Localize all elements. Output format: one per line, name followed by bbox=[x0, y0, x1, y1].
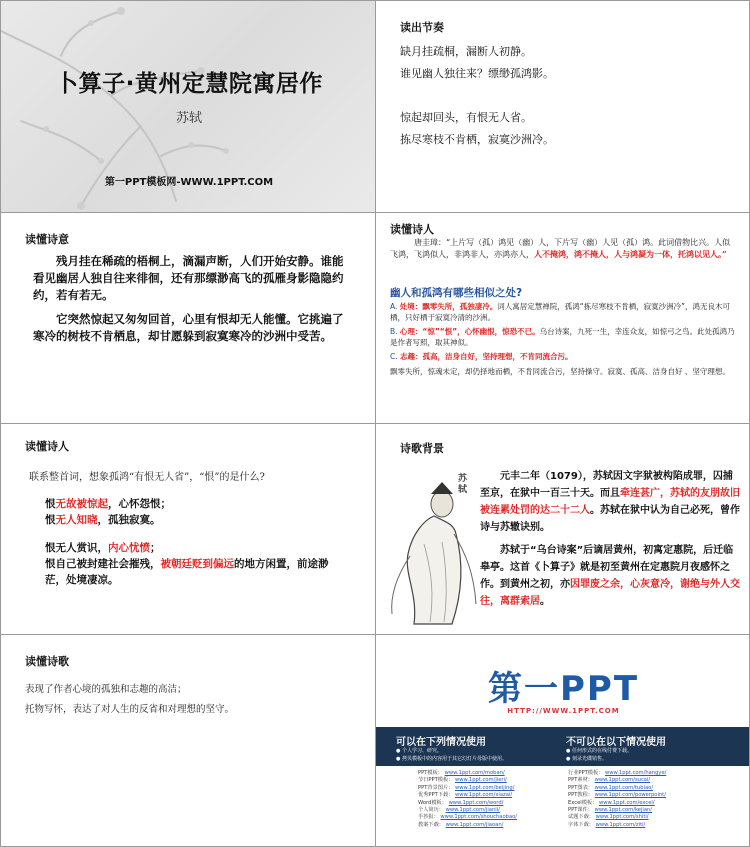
link-url[interactable]: www.1ppt.com/shiti/ bbox=[595, 814, 649, 821]
link-url[interactable]: www.1ppt.com/powerpoint/ bbox=[594, 792, 666, 799]
answer-highlight: 被朝廷贬到偏远 bbox=[160, 558, 234, 570]
resource-link-row[interactable] bbox=[568, 822, 666, 829]
paragraph-text: 元丰二年（1079），苏轼因文字狱被构陷成罪，囚捕至京，在狱中一百三十天。而且 bbox=[480, 471, 733, 499]
link-url[interactable]: www.1ppt.com/sucai/ bbox=[594, 777, 651, 784]
link-url[interactable]: www.1ppt.com/hangye/ bbox=[605, 770, 667, 776]
allowed-use-title: 可以在下列情况使用 bbox=[396, 737, 486, 748]
author-name: 苏轼 bbox=[175, 111, 202, 126]
item-text: 乌台诗案，九死一生，幸连众友，如惊弓之鸟。此处孤鸿乃是作者写照，取其神似。 bbox=[390, 327, 735, 347]
item-highlight: 处境：飘零失所，孤独凄冷。 bbox=[399, 302, 498, 311]
answer-suffix: ，孤独寂寞。 bbox=[97, 514, 161, 526]
poem-line: 缺月挂疏桐，漏断人初静。 bbox=[400, 45, 532, 58]
answer-highlight: 无故被惊起 bbox=[55, 498, 108, 510]
critic-quote bbox=[390, 237, 738, 260]
answer-prefix: 恨自己被封建社会摧残， bbox=[45, 558, 161, 570]
answer-prefix: 恨 bbox=[45, 498, 56, 510]
slide-poet-analysis bbox=[375, 212, 750, 424]
link-url[interactable]: www.1ppt.com/jiaoan/ bbox=[445, 821, 504, 828]
link-label: PPT模板： bbox=[418, 770, 443, 776]
link-label: PPT素材： bbox=[568, 777, 593, 784]
forbidden-use-text: 刻录光碟销售。 bbox=[571, 756, 607, 762]
answer-line bbox=[45, 512, 161, 528]
answer-line bbox=[45, 540, 161, 556]
link-url[interactable]: www.1ppt.com/ziti/ bbox=[595, 821, 646, 828]
similarity-b bbox=[390, 326, 738, 348]
answer-prefix: 恨 bbox=[45, 514, 56, 526]
theme-line: 表现了作者心境的孤独和志趣的高洁； bbox=[25, 684, 187, 695]
similarity-a bbox=[390, 301, 738, 323]
resource-link-row[interactable] bbox=[568, 792, 666, 799]
link-label: 手抄报： bbox=[418, 814, 439, 821]
poem-line: 谁见幽人独往来？缥缈孤鸿影。 bbox=[400, 67, 554, 80]
resource-link-row[interactable] bbox=[568, 800, 666, 807]
forbidden-use-item: ● 刻录光碟销售。 bbox=[566, 756, 607, 762]
slide-license bbox=[375, 634, 750, 847]
background-paragraph bbox=[480, 468, 740, 536]
item-label: A. bbox=[390, 302, 398, 311]
paraphrase-paragraph: 它突然惊起又匆匆回首，心里有恨却无人能懂。它挑遍了寒冷的树枝不肯栖息，却甘愿躲到寂寞寒冷的沙洲中受苦。 bbox=[33, 312, 344, 343]
theme-line: 托物写怀，表达了对人生的反省和对理想的坚守。 bbox=[25, 704, 235, 715]
resource-link-row[interactable] bbox=[418, 777, 517, 784]
slide-rhythm bbox=[375, 0, 750, 213]
question-text: 幽人和孤鸿有哪些相似之处? bbox=[390, 287, 523, 299]
link-url[interactable]: www.1ppt.com/excel/ bbox=[598, 799, 655, 806]
item-text: 词人寓居定慧禅院，孤鸿“拣尽寒枝不肯栖，寂寞沙洲冷”，鸿无良木可栖，只好栖于寂寞冷清的沙洲。 bbox=[390, 302, 731, 322]
link-label: PPT图表： bbox=[568, 784, 593, 791]
link-label: 节日PPT模板： bbox=[418, 777, 454, 784]
slide-title bbox=[0, 0, 376, 213]
link-url[interactable]: www.1ppt.com/kejian/ bbox=[594, 807, 653, 814]
section-heading: 读懂诗人 bbox=[390, 223, 434, 236]
link-url[interactable]: www.1ppt.com/jieri/ bbox=[455, 777, 507, 784]
item-highlight: 志趣：孤高，洁身自好，坚持理想，不肯同流合污。 bbox=[400, 352, 573, 361]
answer-suffix: 的地方闲置，前途渺茫，处境凄凉。 bbox=[45, 558, 329, 586]
section-heading: 读出节奏 bbox=[400, 21, 444, 34]
answer-suffix: ； bbox=[150, 542, 161, 554]
link-label: PPT课件： bbox=[568, 807, 593, 814]
poem-line: 惊起却回头，有恨无人省。 bbox=[400, 111, 532, 124]
section-heading: 读懂诗人 bbox=[25, 440, 69, 453]
answer-line bbox=[45, 496, 171, 512]
answer-suffix: ，心怀怨恨； bbox=[108, 498, 171, 510]
link-label: Excel模板： bbox=[568, 799, 598, 806]
paragraph-text: 苏轼于“乌台诗案”后谪居黄州，初寓定惠院，后迁临皋亭。这首《卜算子》就是初至黄州在定惠院月夜感怀之作。到黄州之初，亦 bbox=[480, 545, 734, 590]
link-label: 字体下载： bbox=[568, 821, 594, 828]
allowed-use-text: 个人学习、研究。 bbox=[401, 748, 442, 754]
brand-url[interactable]: HTTP://WWW.1PPT.COM bbox=[507, 707, 620, 715]
slide-theme bbox=[0, 634, 376, 847]
item-highlight: 心理：“惊”“恨”，心怀幽恨，惊恐不已。 bbox=[399, 327, 540, 336]
forbidden-use-item: ● 任何形式的在线付费下载。 bbox=[566, 748, 632, 754]
link-label: PPT背景图片： bbox=[418, 784, 454, 791]
similarity-c bbox=[390, 351, 738, 362]
resource-link-row[interactable] bbox=[568, 814, 666, 821]
paragraph-text: 。苏轼在狱中认为自己必死，曾作诗与苏辙诀别。 bbox=[480, 505, 740, 533]
link-url[interactable]: www.1ppt.com/shouchaobao/ bbox=[440, 814, 518, 821]
item-label: C. bbox=[390, 352, 398, 361]
allowed-use-text: 拷贝模板中的内容用于其它幻灯片母版中使用。 bbox=[401, 756, 507, 762]
paragraph-highlight: 因罪废之余，心灰意冷，谢绝与外人交往，离群索居 bbox=[480, 579, 740, 607]
slide-regret bbox=[0, 423, 376, 635]
link-label: Word模板： bbox=[418, 799, 447, 806]
right-link-list bbox=[568, 770, 666, 829]
poem-line: 拣尽寒枝不肯栖，寂寞沙洲冷。 bbox=[400, 133, 554, 146]
link-url[interactable]: www.1ppt.com/moban/ bbox=[444, 770, 505, 776]
question-text: 联系整首词，想象孤鸿“有恨无人省”，“恨”的是什么? bbox=[29, 472, 265, 483]
paragraph-highlight: 牵连甚广，苏轼的友朋故旧被连累处罚的达二十二人 bbox=[480, 488, 740, 516]
answer-prefix: 恨无人赏识， bbox=[45, 542, 108, 554]
portrait-seal-label: 苏轼 bbox=[458, 474, 468, 495]
item-label: B. bbox=[390, 327, 398, 336]
link-url[interactable]: www.1ppt.com/xiazai/ bbox=[455, 792, 513, 799]
answer-line bbox=[45, 556, 345, 588]
link-label: 行业PPT模板： bbox=[568, 770, 604, 776]
link-label: PPT教程： bbox=[568, 792, 593, 799]
allowed-use-item: ● 个人学习、研究。 bbox=[396, 748, 442, 754]
link-label: 教案下载： bbox=[418, 821, 444, 828]
left-link-list bbox=[418, 770, 517, 829]
site-credit: 第一PPT模板网-WWW.1PPT.COM bbox=[104, 177, 274, 188]
forbidden-use-text: 任何形式的在线付费下载。 bbox=[571, 748, 632, 754]
link-url[interactable]: www.1ppt.com/word/ bbox=[448, 799, 504, 806]
answer-highlight: 无人知晓 bbox=[55, 514, 98, 526]
quote-highlight: 人不掩鸿，鸿不掩人，人与鸿凝为一体，托鸿以见人。” bbox=[534, 248, 727, 259]
link-url[interactable]: www.1ppt.com/jianli/ bbox=[445, 807, 500, 814]
resource-link-row[interactable] bbox=[568, 777, 666, 784]
resource-link-row[interactable] bbox=[418, 800, 517, 807]
link-label: 试题下载： bbox=[568, 814, 594, 821]
section-heading: 读懂诗意 bbox=[25, 233, 69, 246]
slide-meaning bbox=[0, 212, 376, 424]
resource-links bbox=[376, 766, 750, 847]
allowed-use-item: ● 拷贝模板中的内容用于其它幻灯片母版中使用。 bbox=[396, 756, 507, 762]
link-url[interactable]: www.1ppt.com/beijing/ bbox=[455, 784, 515, 791]
forbidden-use-title: 不可以在以下情况使用 bbox=[566, 737, 666, 748]
link-label: 优秀PPT下载： bbox=[418, 792, 454, 799]
resource-link-row[interactable] bbox=[418, 792, 517, 799]
summary-text: 飘零失所，惊魂未定，却仍择地而栖，不肯同流合污，坚持操守。寂寞、孤高、洁身自好 、坚守理想。 bbox=[390, 367, 730, 376]
resource-link-row[interactable] bbox=[418, 822, 517, 829]
slide-background bbox=[375, 423, 750, 635]
resource-link-row[interactable] bbox=[418, 814, 517, 821]
link-url[interactable]: www.1ppt.com/tubiao/ bbox=[594, 784, 654, 791]
page-title: 卜算子·黄州定慧院寓居作 bbox=[55, 71, 323, 97]
background-paragraph bbox=[480, 542, 740, 610]
section-heading: 诗歌背景 bbox=[400, 442, 444, 455]
paraphrase-paragraph: 残月挂在稀疏的梧桐上，滴漏声断，人们开始安静。谁能看见幽居人独自往来徘徊，还有那缥渺高飞的孤雁身影隐隐约约，若有若无。 bbox=[33, 254, 344, 302]
brand-logo: 第一PPT bbox=[487, 669, 640, 709]
section-heading: 读懂诗歌 bbox=[25, 655, 69, 668]
paragraph-text: 。 bbox=[540, 596, 550, 607]
quote-text: 唐圭璋：“上片写（孤）鸿见（幽）人，下片写（幽）人见（孤）鸿。此词借物比兴。人似飞鸿，飞鸿似人，非鸿非人，亦鸿亦人， bbox=[390, 238, 731, 259]
link-label: 个人简历： bbox=[418, 807, 444, 814]
answer-highlight: 内心忧愤 bbox=[108, 542, 150, 554]
